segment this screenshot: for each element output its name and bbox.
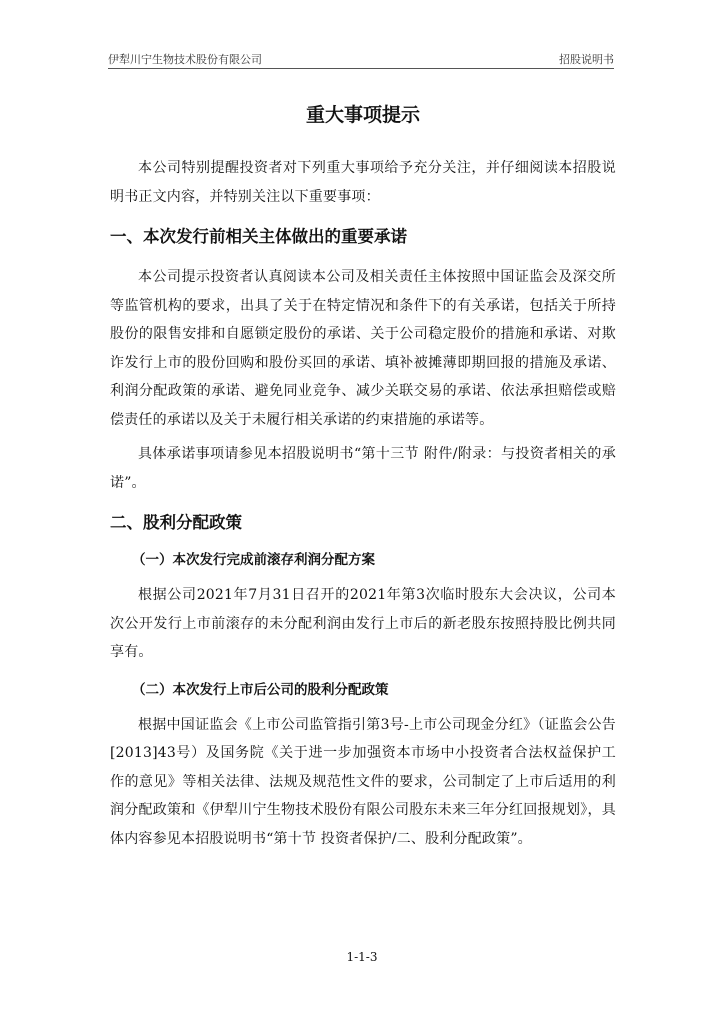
- section-1-heading: 一、本次发行前相关主体做出的重要承诺: [110, 227, 407, 246]
- section-1-paragraph-2: 具体承诺事项请参见本招股说明书“第十三节 附件/附录：与投资者相关的承诺”。: [110, 446, 616, 491]
- section-2-heading: 二、股利分配政策: [110, 513, 242, 532]
- subsection-2-2-heading: （二）本次发行上市后公司的股利分配政策: [132, 681, 389, 698]
- subsection-2-1-paragraph: 根据公司2021年7月31日召开的2021年第3次临时股东大会决议，公司本次公开发行上市前滚存的未分配利润由发行上市后的新老股东按照持股比例共同享有。: [110, 587, 616, 660]
- page-number: 1-1-3: [346, 950, 378, 964]
- document-body: [110, 102, 616, 853]
- page-header: [108, 50, 614, 69]
- header-document-type: 招股说明书: [559, 53, 614, 66]
- section-1-paragraph-1: 本公司提示投资者认真阅读本公司及相关责任主体按照中国证监会及深交所等监管机构的要求，出具了关于在特定情况和条件下的有关承诺，包括关于所持股份的限售安排和自愿锁定股份的承诺、关于公司稳定股价的措施和承诺、对欺诈发行上市的股份回购和股份买回的承诺、填补被摊薄即期回报的措施及承诺、利润分配政策的承诺、避免同业竞争、减少关联交易的承诺、依法承担赔偿或赔偿责任的承诺以及关于未履行相关承诺的约束措施的承诺等。: [110, 269, 616, 428]
- subsection-2-1-heading: （一）本次发行完成前滚存利润分配方案: [132, 552, 375, 568]
- subsection-2-2-paragraph: 根据中国证监会《上市公司监管指引第3号-上市公司现金分红》（证监会公告[2013]43号）及国务院《关于进一步加强资本市场中小投资者合法权益保护工作的意见》等相关法律、法规及规范性文件的要求，公司制定了上市后适用的利润分配政策和《伊犁川宁生物技术股份有限公司股东未来三年分红回报规划》，具体内容参见本招股说明书“第十节 投资者保护/二、股利分配政策”。: [110, 716, 616, 847]
- intro-paragraph: 本公司特别提醒投资者对下列重大事项给予充分关注，并仔细阅读本招股说明书正文内容，并特别关注以下重要事项：: [110, 160, 616, 205]
- header-company-name: 伊犁川宁生物技术股份有限公司: [108, 53, 262, 66]
- document-title: 重大事项提示: [305, 104, 420, 126]
